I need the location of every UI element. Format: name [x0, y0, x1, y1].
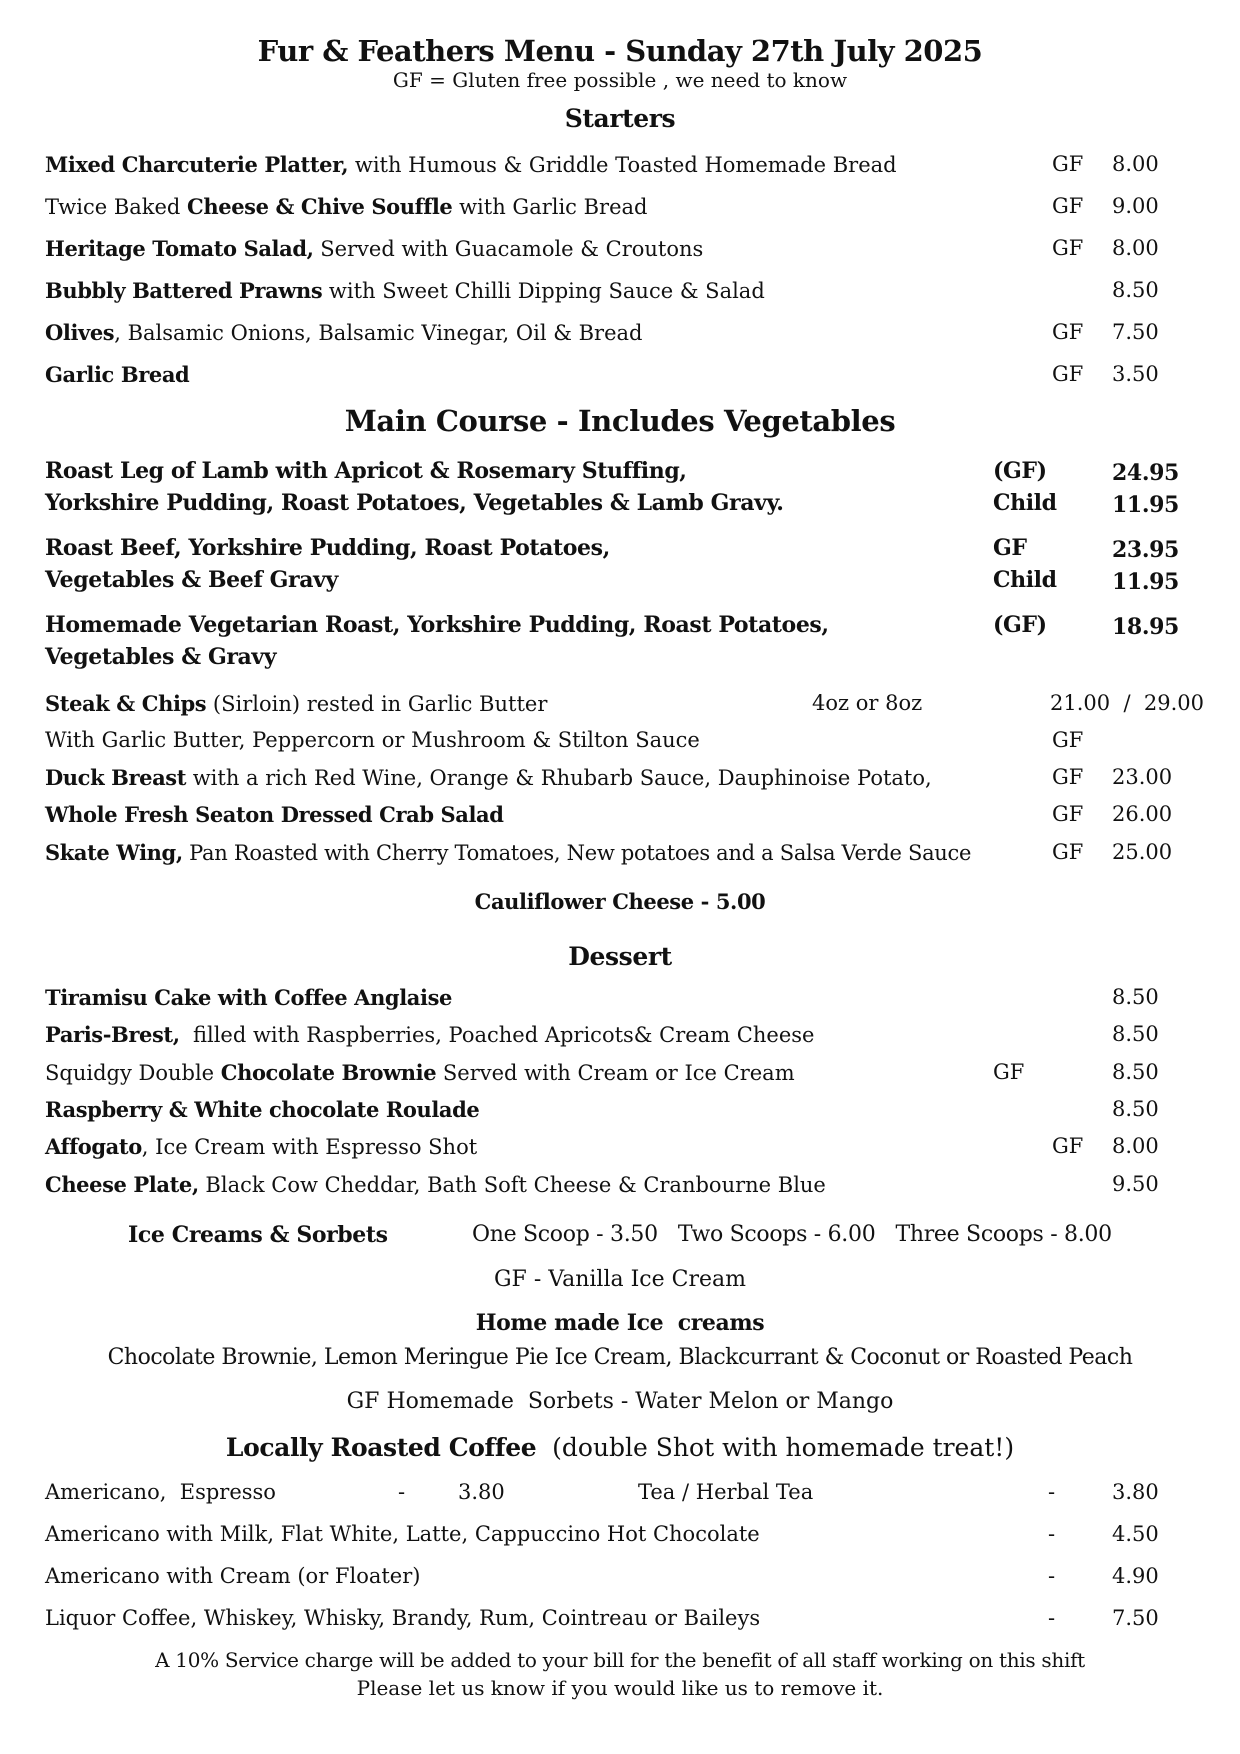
price: 3.80 — [458, 1480, 505, 1504]
dessert-heading: Dessert — [568, 942, 672, 971]
gf-marker: GF — [1052, 1134, 1084, 1158]
price: 8.00 — [1112, 152, 1159, 176]
list-item: Twice Baked Cheese & Chive Souffle with Garlic Bread — [45, 194, 648, 219]
price: 4.90 — [1112, 1564, 1159, 1588]
price: 8.00 — [1112, 1134, 1159, 1158]
list-item: Bubbly Battered Prawns with Sweet Chilli Dipping Sauce & Salad — [45, 278, 765, 303]
gf-vanilla: GF - Vanilla Ice Cream — [493, 1267, 746, 1292]
list-item: Tiramisu Cake with Coffee Anglaise — [45, 985, 452, 1010]
service-charge-removal-note: Please let us know if you would like us to remove it. — [356, 1676, 884, 1700]
gf-marker: (GF) — [993, 612, 1047, 638]
homemade-flavours: Chocolate Brownie, Lemon Meringue Pie Ice Cream, Blackcurrant & Coconut or Roasted Peach — [107, 1345, 1133, 1370]
steak-size: 4oz or 8oz — [812, 691, 923, 715]
service-charge-note: A 10% Service charge will be added to your bill for the benefit of all staff working on this shift — [155, 1648, 1085, 1672]
price: 4.50 — [1112, 1522, 1159, 1546]
main-course-heading: Main Course - Includes Vegetables — [344, 404, 896, 438]
homemade-sorbets: GF Homemade Sorbets - Water Melon or Mango — [346, 1389, 894, 1414]
beef-line-2: Vegetables & Beef Gravy — [45, 567, 338, 593]
veg-line-2: Vegetables & Gravy — [45, 644, 277, 670]
lamb-line-2: Yorkshire Pudding, Roast Potatoes, Vegetables & Lamb Gravy. — [45, 490, 784, 516]
gf-marker: GF — [1052, 802, 1084, 826]
price: 3.50 — [1112, 362, 1159, 386]
gf-marker: (GF) — [993, 458, 1047, 484]
gf-marker: GF — [1052, 362, 1084, 386]
price: 8.50 — [1112, 985, 1159, 1009]
list-item: Americano, Espresso — [45, 1480, 276, 1504]
beef-line-1: Roast Beef, Yorkshire Pudding, Roast Potatoes, — [45, 535, 610, 561]
list-item: Cheese Plate, Black Cow Cheddar, Bath Soft Cheese & Cranbourne Blue — [45, 1172, 826, 1197]
list-item: Paris-Brest, filled with Raspberries, Poached Apricots& Cream Cheese — [45, 1022, 815, 1047]
price: 7.50 — [1112, 320, 1159, 344]
list-item: Raspberry & White chocolate Roulade — [45, 1097, 480, 1122]
list-item: Heritage Tomato Salad, Served with Guacamole & Croutons — [45, 236, 704, 261]
price: 23.95 — [1112, 537, 1179, 563]
dash: - — [1048, 1480, 1056, 1504]
price: 7.50 — [1112, 1606, 1159, 1630]
price: 9.00 — [1112, 194, 1159, 218]
gf-marker: GF — [1052, 840, 1084, 864]
price: 8.50 — [1112, 1060, 1159, 1084]
coffee-heading: Locally Roasted Coffee (double Shot with homemade treat!) — [225, 1433, 1015, 1462]
gf-marker: GF — [1052, 320, 1084, 344]
price: 9.50 — [1112, 1172, 1159, 1196]
list-item: Steak & Chips (Sirloin) rested in Garlic Butter — [45, 691, 548, 716]
list-item: Skate Wing, Pan Roasted with Cherry Tomatoes, New potatoes and a Salsa Verde Sauce — [45, 840, 972, 865]
dash: - — [398, 1480, 406, 1504]
list-item: Garlic Bread — [45, 362, 190, 387]
child-label: Child — [993, 567, 1057, 593]
price: 24.95 — [1112, 460, 1179, 486]
list-item: Duck Breast with a rich Red Wine, Orange & Rhubarb Sauce, Dauphinoise Potato, — [45, 765, 932, 790]
price: 18.95 — [1112, 614, 1179, 640]
ice-cream-label: Ice Creams & Sorbets — [128, 1222, 388, 1248]
gf-marker: GF — [993, 1060, 1025, 1084]
list-item: Squidgy Double Chocolate Brownie Served with Cream or Ice Cream — [45, 1060, 795, 1085]
child-label: Child — [993, 490, 1057, 516]
price: 21.00 / 29.00 — [1050, 691, 1205, 715]
gf-marker: GF — [1052, 152, 1084, 176]
gf-marker: GF — [1052, 765, 1084, 789]
gf-marker: GF — [1052, 194, 1084, 218]
list-item: Americano with Cream (or Floater) — [45, 1564, 421, 1588]
gf-marker: GF — [1052, 236, 1084, 260]
price: 23.00 — [1112, 765, 1173, 789]
dash: - — [1048, 1564, 1056, 1588]
veg-line-1: Homemade Vegetarian Roast, Yorkshire Pudding, Roast Potatoes, — [45, 612, 829, 638]
starters-heading: Starters — [564, 104, 676, 133]
price: 8.00 — [1112, 236, 1159, 260]
child-price: 11.95 — [1112, 569, 1179, 595]
price: 8.50 — [1112, 1097, 1159, 1121]
list-item: Mixed Charcuterie Platter, with Humous & Griddle Toasted Homemade Bread — [45, 152, 897, 177]
list-item: With Garlic Butter, Peppercorn or Mushroom & Stilton Sauce — [45, 728, 700, 752]
gf-marker: GF — [1052, 728, 1084, 752]
lamb-line-1: Roast Leg of Lamb with Apricot & Rosemary Stuffing, — [45, 458, 687, 484]
child-price: 11.95 — [1112, 492, 1179, 518]
list-item: Affogato, Ice Cream with Espresso Shot — [45, 1134, 478, 1159]
list-item: Whole Fresh Seaton Dressed Crab Salad — [45, 802, 504, 827]
price: 8.50 — [1112, 1022, 1159, 1046]
dash: - — [1048, 1522, 1056, 1546]
gf-marker: GF — [993, 535, 1027, 561]
gf-note: GF = Gluten free possible , we need to know — [392, 68, 848, 92]
dash: - — [1048, 1606, 1056, 1630]
price: 3.80 — [1112, 1480, 1159, 1504]
list-item: Olives, Balsamic Onions, Balsamic Vinegar, Oil & Bread — [45, 320, 643, 345]
list-item: Americano with Milk, Flat White, Latte, Cappuccino Hot Chocolate — [45, 1522, 760, 1546]
tea-label: Tea / Herbal Tea — [638, 1480, 814, 1504]
menu-title: Fur & Feathers Menu - Sunday 27th July 2025 — [257, 34, 983, 68]
price: 25.00 — [1112, 840, 1173, 864]
price: 8.50 — [1112, 278, 1159, 302]
side-dish: Cauliflower Cheese - 5.00 — [474, 889, 766, 914]
list-item: Liquor Coffee, Whiskey, Whisky, Brandy, Rum, Cointreau or Baileys — [45, 1606, 761, 1630]
homemade-ice-cream-heading: Home made Ice creams — [475, 1310, 765, 1336]
price: 26.00 — [1112, 802, 1173, 826]
scoop-prices: One Scoop - 3.50 Two Scoops - 6.00 Three Scoops - 8.00 — [472, 1222, 1112, 1247]
